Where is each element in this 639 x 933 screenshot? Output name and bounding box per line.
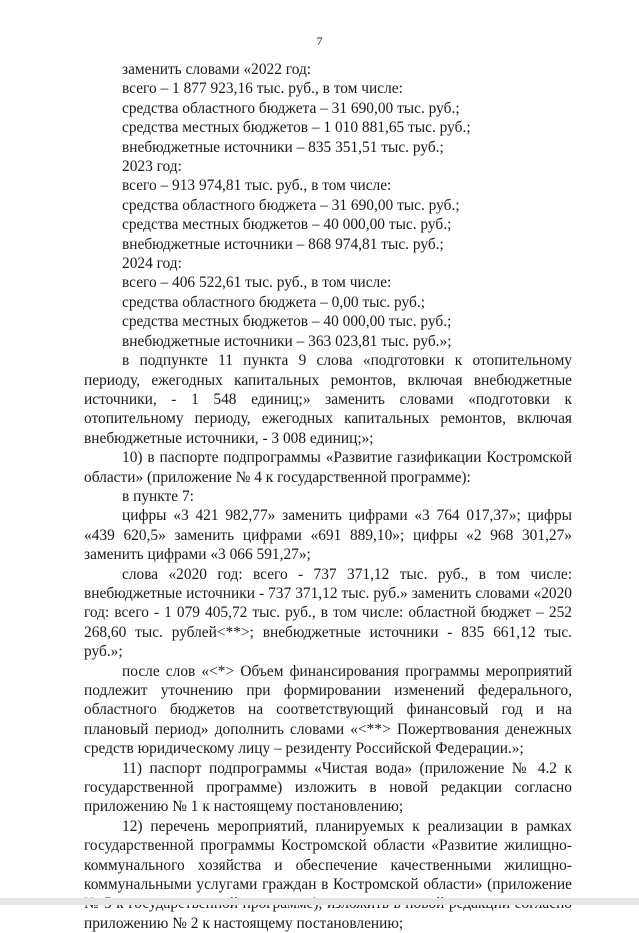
paragraph: в подпункте 11 пункта 9 слова «подготовки к отопительному периоду, ежегодных капитальных ремонтов, включая внебюджетные источники, - 1 548 единиц;» заменить словами «подготовки к отопительному периоду, ежегодных капитальных ремонтов, включая внебюджетные источники, - 3 008 единиц;»; — [84, 352, 572, 447]
page-number: 7 — [316, 34, 323, 48]
text-line: заменить словами «2022 год: — [122, 61, 312, 78]
paragraph: 12) перечень мероприятий, планируемых к реализации в рамках государственной программы Костромской области «Развитие жилищно-коммунального хозяйства и обеспечение качественными жилищно-коммунальными услугами граждан в Костромской области» (приложение приложению № 2 к настоящему постановлению; — [84, 817, 572, 932]
text-line: 2023 год: — [122, 158, 182, 176]
text-line: всего – 406 522,61 тыс. руб., в том числе: — [122, 274, 392, 292]
text-line: средства областного бюджета – 31 690,00 тыс. руб.; — [122, 196, 460, 214]
paragraph: 11) паспорт подпрограммы «Чистая вода» (приложение № 4.2 к государственной программе) изложить в новой редакции согласно приложению № 1 к настоящему постановлению; — [84, 759, 572, 816]
text-line: средства местных бюджетов – 40 000,00 тыс. руб.; — [122, 216, 452, 234]
text-line: средства местных бюджетов – 1 010 881,65 тыс. руб.; — [122, 119, 471, 137]
scan-edge — [0, 898, 639, 905]
paragraph: слова «2020 год: всего - 737 371,12 тыс. руб., в том числе: внебюджетные источники - 737 371,12 тыс. руб.» заменить словами «2020 год: всего - 1 079 405,72 тыс. руб., в том числе: областной бюджет – 252 268,60 тыс. рублей<**>; внебюджетные источники - 835 661,12 тыс. руб.»; — [84, 565, 572, 661]
text-line: средства областного бюджета – 0,00 тыс. руб.; — [122, 293, 425, 311]
text-line: средства местных бюджетов – 40 000,00 тыс. руб.; — [122, 313, 452, 331]
paragraph: в пункте 7: — [122, 487, 194, 505]
text-line: средства областного бюджета – 31 690,00 тыс. руб.; — [122, 99, 460, 117]
text-line: 2024 год: — [122, 255, 182, 273]
paragraph: 10) в паспорте подпрограммы «Развитие газификации Костромской области» (приложение № 4 к государственной программе): — [84, 449, 572, 486]
text-line: всего – 1 877 923,16 тыс. руб., в том числе: — [122, 80, 403, 98]
paragraph: после слов «<*> Объем финансирования программы мероприятий подлежит уточнению при формировании изменений федерального, областного бюджетов на соответствующий финансовый год и на плановый период» дополнить словами «<**> Пожертвования денежных средств юридическому лицу – резиденту Российской Федерации.»; — [84, 662, 572, 758]
paragraph: цифры «3 421 982,77» заменить цифрами «3 764 017,37»; цифры «439 620,5» заменить цифрами «691 889,10»; цифры «2 968 301,27» заменить цифрами «3 066 591,27»; — [84, 507, 572, 564]
text-line: внебюджетные источники – 363 023,81 тыс. руб.»; — [122, 332, 452, 350]
text-line: внебюджетные источники – 868 974,81 тыс. руб.; — [122, 235, 444, 253]
text-line: всего – 913 974,81 тыс. руб., в том числе: — [122, 177, 392, 195]
text-line: внебюджетные источники – 835 351,51 тыс. руб.; — [122, 138, 444, 156]
document-body — [84, 60, 572, 933]
